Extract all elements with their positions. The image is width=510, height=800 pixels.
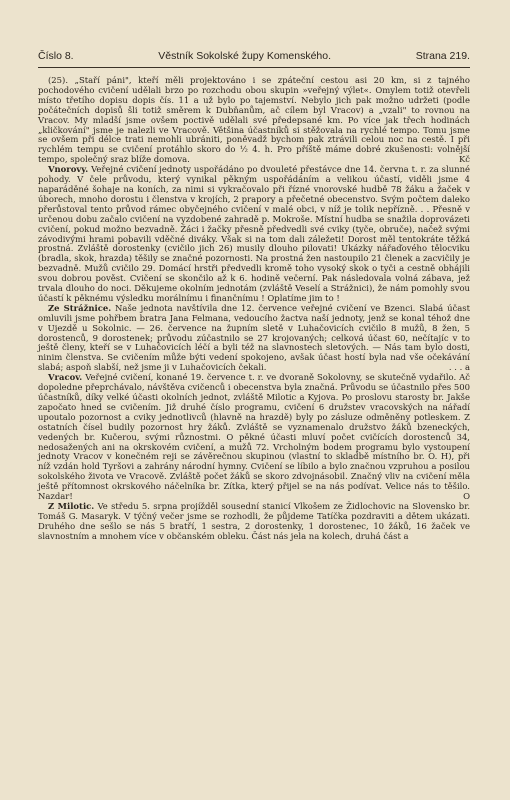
signature: Kč — [458, 154, 470, 165]
paragraph-straznice: Ze Strážnice. Naše jednota navštívila dne 12. července veřejné cvičení ve Bzenci. Slabá účast omluvili jsme pohřbem bratra Jana Felmana, vedoucího žactva naší jednoty, jenž se konal téhož dne v Ujezdě u Sokolnic. — 26. července na župním sletě v Luhačovicích cvičilo 8 mužů, 8 žen, 5 dorostenců, 9 dorostenek; průvodu zúčastnilo se 27 krojovaných; celková účast 60, nečítajíc v to ještě členy, kteří se v Luhačovicích léčí a byli též na slavnostech sletových. — Nás tam bylo dosti, ninim členstva. Se cvičením může býti vedení spokojeno, avšak účast hostí byla nad vše očekávání slabá; aspoň slabší, než jsme ji v Luhačovicích čekali. . . . a — [38, 302, 470, 373]
page-header — [38, 50, 470, 62]
paragraph-milotice: Z Milotic. Ve středu 5. srpna projížděl sousední stanicí Vlkošem ze Židlochovic na Slovensko br. Tomáš G. Masaryk. V týčný večer jsme se rozhodli, že půjdeme Tatíčka pozdraviti a dětem ukázati. Druhého dne sešlo se nás 5 bratří, 1 sestra, 2 dorostenky, 1 dorostenec, 10 žáků, 16 žaček ve slavnostním a mnohem více v občanském obleku. Část nás jela na kolech, druhá část a — [38, 500, 470, 541]
page-number: Strana 219. — [415, 50, 470, 62]
signature: O — [463, 491, 470, 502]
section-heading: Vracov. — [48, 372, 83, 383]
paragraph-intro: (25). „Staří páni", kteří měli projektováno i se zpáteční cestou asi 20 km, si z tajného pochodového cvičení udělali brzo po rozchodu obou skupin »veřejný výlet«. Omylem totiž otevřeli místo třetího dopisu dopis čís. 11 a už bylo po tajemství. Nebylo jich pak možno udržeti (podle počátečních dopisů šli totiž směrem k Dubňanům, ač cílem byl Vracov) a „vzali" to rovnou na Vracov. My mladší jsme ovšem poctivě udělali své předepsané km. Po více jak třech hodinách „kličkování" jsme je nalezli ve Vracově. Většina účastníků si stěžovala na rychlé tempo. Tomu jsme se ovšem při délce trati nemohli ubrániti, poněvadž bychom pak ztrávili celou noc na cestě. I při rychlém tempu se cvičení protáhlo skoro do ½ 4. h. Pro příště máme dobré zkušenosti: volnější tempo, společný sraz blíže domova. Kč — [38, 75, 470, 165]
signature: . . . a — [448, 362, 470, 373]
section-heading: Ze Strážnice. — [48, 302, 112, 313]
section-heading: Vnorovy. — [48, 164, 89, 175]
paragraph-vnorovy: Vnorovy. Veřejné cvičení jednoty uspořádáno po dvouleté přestávce dne 14. června t. r. za slunné pohody. V čele průvodu, který vynikal pěkným uspořádáním a velikou účastí, viděli jsme 4 naparáděné šohaje na koních, za nimi si vykračovalo při řízné vnorovské hudbě 78 žáku a žaček v úborech, mnoho dorostu i členstva v krojích, 2 prapory a přečetné obecenstvo. Svým počtem daleko přerůstoval tento průvod rámec obyčejného cvičení v malé obci, v níž je tolik nepřízně. . . Přesně v určenou dobu začalo cvičení na vyzdobené zahradě p. Mokroše. Místní hudba se snažila doprovázeti cvičení, pokud možno bezvadně. Žáci i žačky přesně předvedli své cviky (tyče, obruče), načež svými závodivými hrami pobavili vděčné diváky. Však si na tom dali záležeti! Dorost měl tentokráte těžká prostná. Zvláště dorostenky (cvičilo jich 26) musily dlouho pilovati! Ukázky nářaďového tělocviku (bradla, skok, hrazda) těšily se značné pozornosti. Na prostná žen nastoupilo 21 členek a zacvičily je bezvadně. Mužů cvičilo 29. Domácí hrstři předvedli kromě toho vysoký skok o tyči a cestně obhájili svou dobrou pověst. Cvičení se skončilo až k 6. hodině večerní. Pak následovala volná zábava, jež trvala dlouho do noci. Děkujeme okolním jednotám (zvláště Veselí a Strážnici), že nám pomohly svou účastí k pěknému výsledku morálnímu i finančnímu ! Oplatíme jim to ! — [38, 164, 470, 303]
issue-number: Číslo 8. — [38, 50, 74, 62]
article-body — [38, 76, 470, 542]
journal-title: Věstník Sokolské župy Komenského. — [158, 50, 332, 62]
paragraph-vracov: Vracov. Veřejné cvičení, konané 19. července t. r. ve dvoraně Sokolovny, se skutečně vydařilo. Ač dopoledne přeprchávalo, návštěva cvičenců i obecenstva byla značná. Průvodu se účastnilo přes 500 účastníků, díky velké účasti okolních jednot, zvláště Milotic a Kyjova. Po proslovu starosty br. Jakše započato hned se cvičením. Již druhé číslo programu, cvičení 6 družstev vracovských na nářadí upoutalo pozornost a cviky jednotlivců (hlavně na hrazdě) byly po zásluze odměněny potleskem. Z ostatních čísel budily pozornost hry žáků. Zvláště se vyznamenalo družstvo žáků bzeneckých, vedených br. Kučerou, svými různostmi. O pěkné účasti mluví počet cvičících dorostenců 34, nedosažených ani na okrskovém cvičení, a mužů 72. Vrcholným bodem programu bylo vystoupení jednoty Vracov v konečném reji se závěrečnou skupinou (vlastní to skladbě místního br. O. H), při níž vzdán hold Tyršovi a zahrány národní hymny. Cvičení se líbilo a bylo značnou vzpruhou a posilou sokolského života ve Vracově. Zvláště počet žáků se skoro zdvojnásobil. Značný vliv na cvičení měla ještě přítomnost okrskového náčelníka br. Zítka, který přijel se na nás podívat. Velice nás to těšilo. Nazdar! O — [38, 372, 470, 502]
header-rule — [38, 67, 470, 68]
section-heading: Z Milotic. — [48, 500, 95, 511]
